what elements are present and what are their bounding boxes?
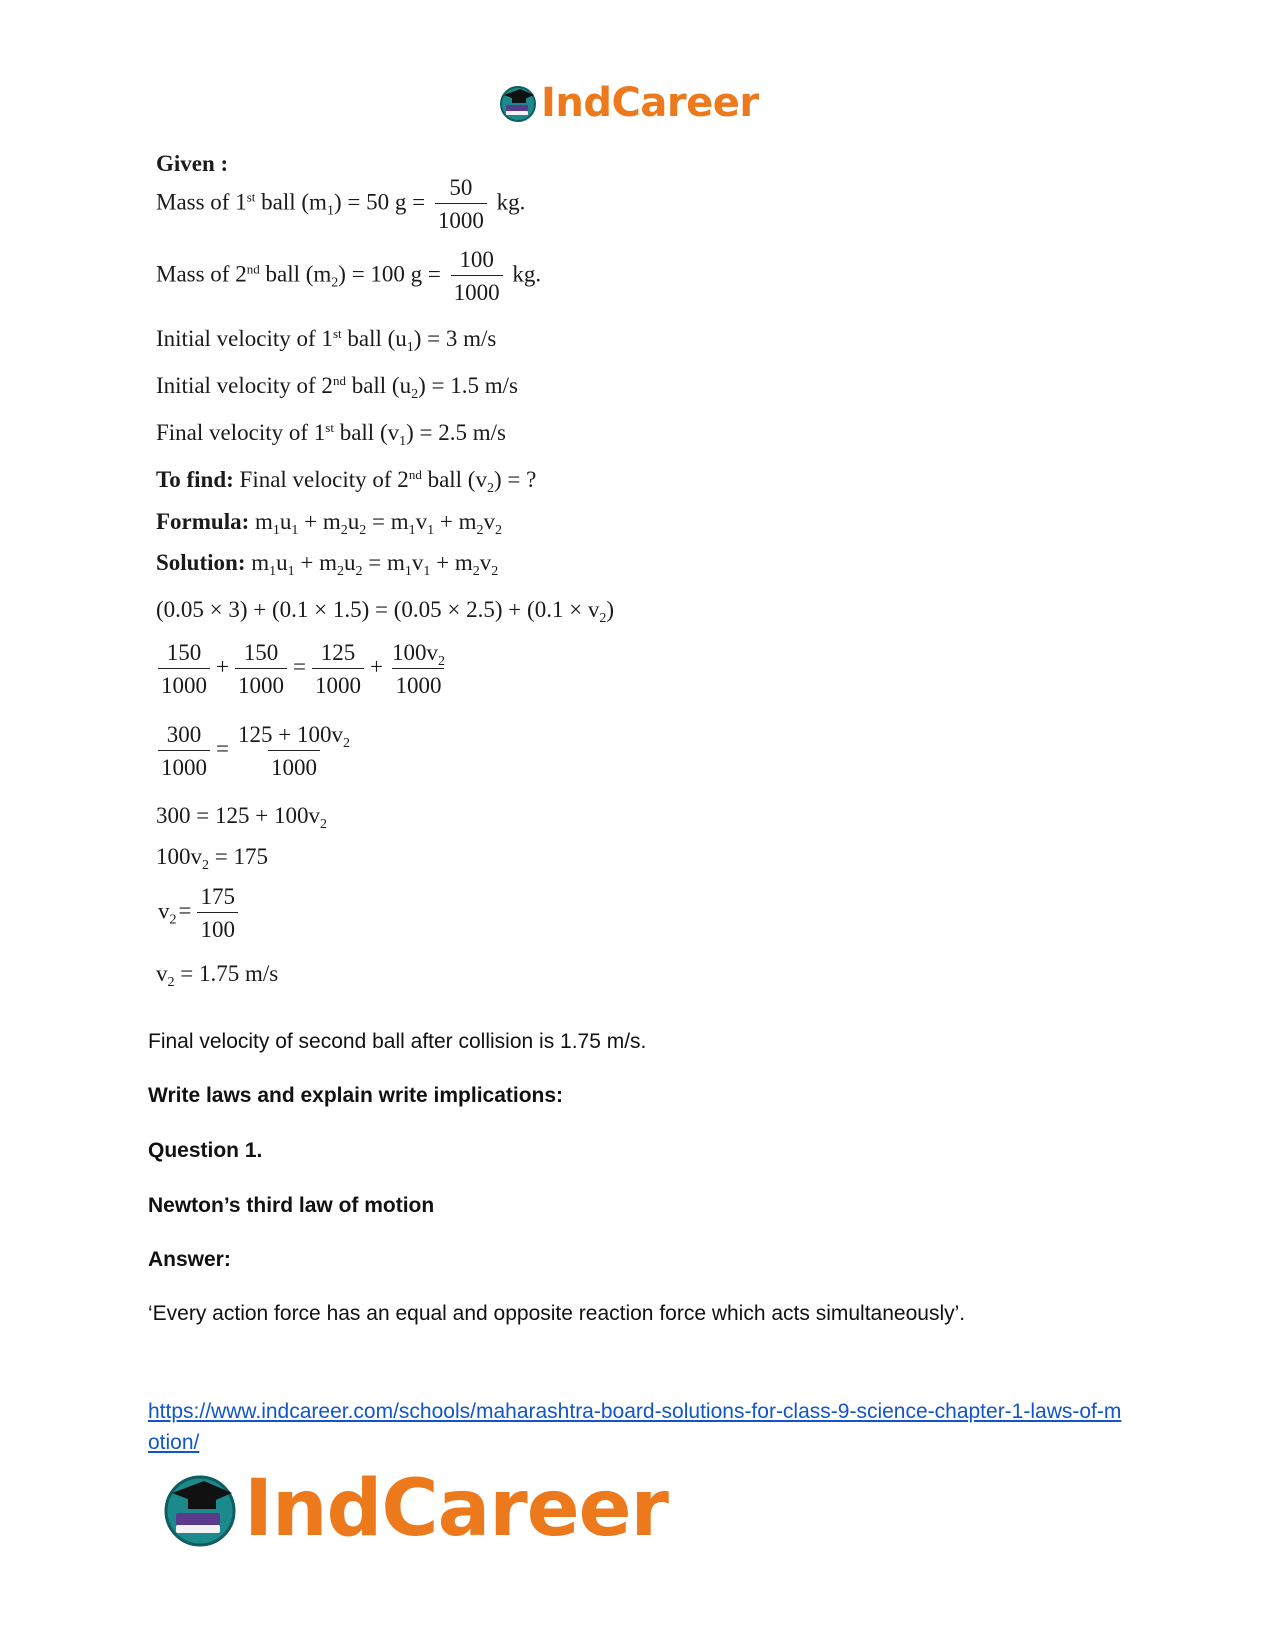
fraction: $\frac{125}{1000}$ — [312, 641, 364, 697]
question-label: Question 1. — [148, 1139, 263, 1162]
brand-name: IndCareer — [541, 80, 759, 126]
step-4: $300 = 125 + 100v_2$ — [156, 803, 327, 832]
graduation-globe-icon — [160, 1469, 240, 1549]
fraction: $\frac{175}{100}$ — [197, 885, 238, 941]
fraction: $\frac{100v_2}{1000}$ — [391, 640, 445, 698]
step-1: $(0.05 \times 3) + (0.1 \times 1.5) = (0.05 \times 2.5) + (0.1 \times v_2)$ — [156, 597, 615, 626]
footer-logo — [160, 1464, 668, 1554]
graduation-globe-icon — [498, 83, 538, 123]
given-u1: Initial velocity of 1st ball $(u_1) = 3$ m/s — [156, 326, 497, 355]
source-link[interactable]: https://www.indcareer.com/schools/maharashtra-board-solutions-for-class-9-science-chapter-1-laws-of-motion/ — [148, 1400, 1122, 1454]
step-2: $\frac{150}{1000}$ + $\frac{150}{1000}$ = $\frac{125}{1000}$ + $\frac{100v_2}{1000}$ — [154, 641, 452, 697]
step-6: $v_2=$ $\frac{175}{100}$ — [158, 885, 242, 941]
law-title: Newton’s third law of motion — [148, 1194, 435, 1217]
given-mass1: Mass of 1st ball $(m_1) = 50$ g = $\frac{50}{1000}$ kg. — [156, 175, 526, 233]
given-v1: Final velocity of 1st ball $(v_1) = 2.5$ m/s — [156, 420, 506, 449]
section-heading: Write laws and explain write implications: — [148, 1084, 564, 1107]
brand-name: IndCareer — [244, 1464, 668, 1554]
step-3: $\frac{300}{1000}$ = $\frac{125 + 100v_2}{1000}$ — [154, 723, 357, 779]
fraction: $\frac{50}{1000}$ — [435, 176, 487, 232]
answer-label: Answer: — [148, 1248, 231, 1271]
final-answer-text: Final velocity of second ball after collision is 1.75 m/s. — [148, 1030, 647, 1053]
given-u2: Initial velocity of 2nd ball $(u_2) = 1.5$ m/s — [156, 373, 518, 402]
solution-line: Solution: $m_1u_1 + m_2u_2 = m_1v_1 + m_2v_2$ — [156, 550, 499, 579]
fraction: $\frac{125 + 100v_2}{1000}$ — [237, 722, 350, 780]
fraction: $\frac{300}{1000}$ — [158, 723, 210, 779]
step-7: $v_2 = 1.75$ m/s — [156, 961, 279, 990]
answer-text: ‘Every action force has an equal and opposite reaction force which acts simultaneously’. — [148, 1302, 966, 1325]
step-5: $100v_2 = 175$ — [156, 844, 268, 873]
fraction: $\frac{150}{1000}$ — [235, 641, 287, 697]
formula-line: Formula: $m_1u_1 + m_2u_2 = m_1v_1 + m_2v_2$ — [156, 509, 503, 538]
header-logo — [498, 78, 759, 128]
to-find-line: To find: Final velocity of 2nd ball $(v_2)$ = ? — [156, 467, 537, 496]
given-heading: Given : — [156, 151, 229, 176]
fraction: $\frac{100}{1000}$ — [451, 248, 503, 304]
fraction: $\frac{150}{1000}$ — [158, 641, 210, 697]
given-mass2: Mass of 2nd ball $(m_2) = 100$ g = $\frac{100}{1000}$ kg. — [156, 247, 542, 305]
